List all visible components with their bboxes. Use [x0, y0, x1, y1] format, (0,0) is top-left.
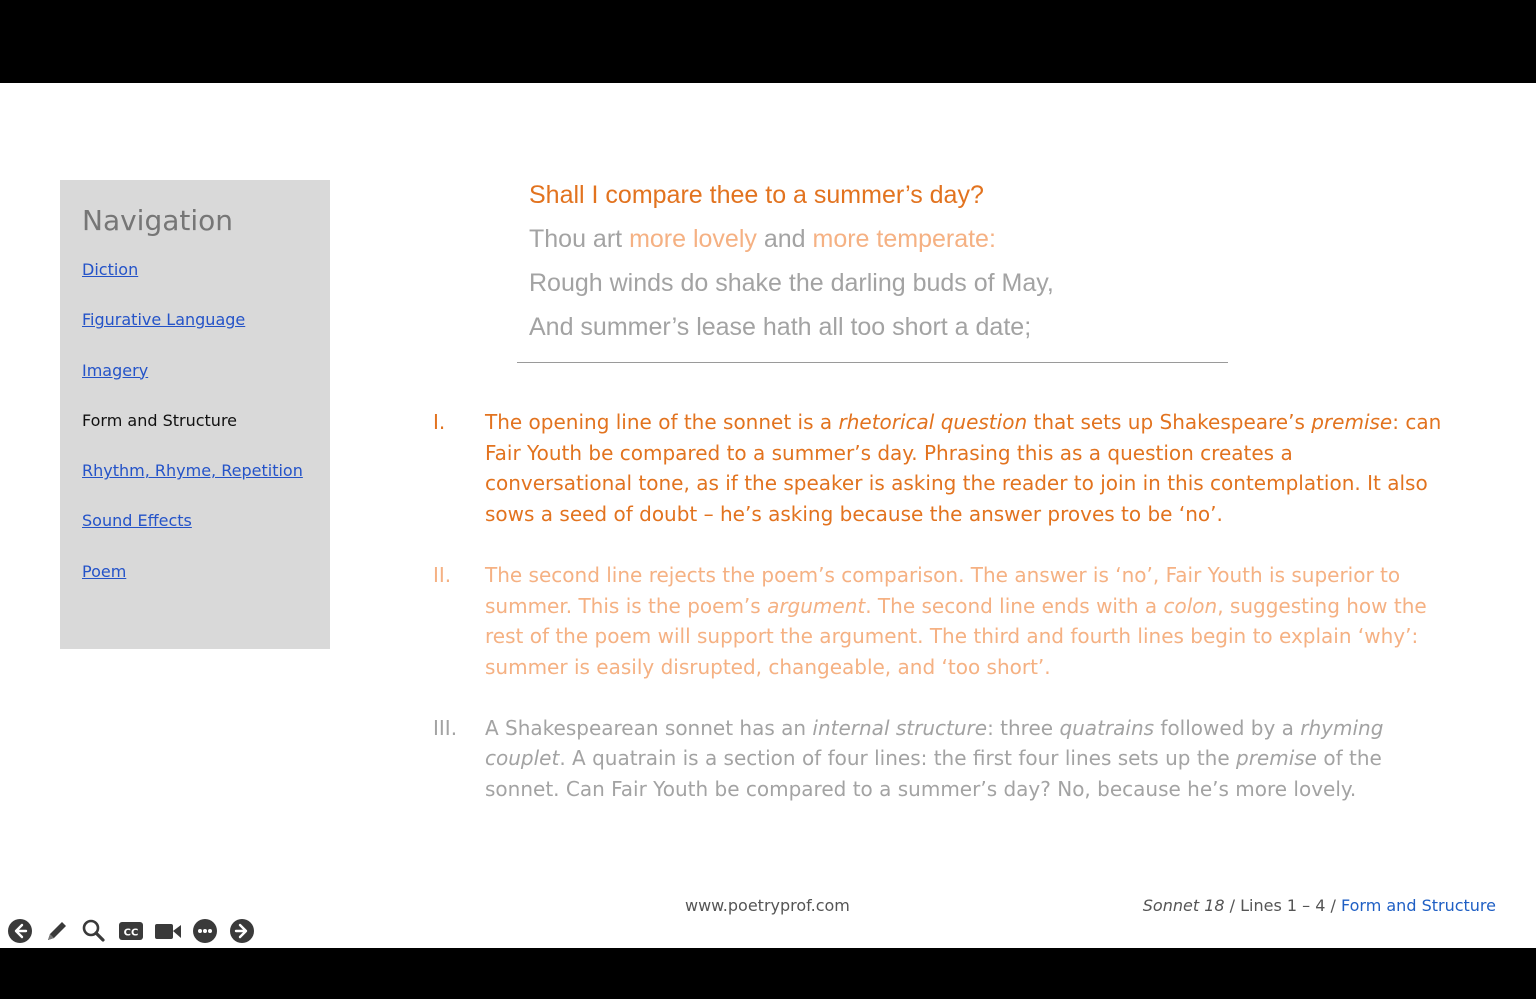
- analysis-point-2: [433, 560, 1443, 683]
- presentation-toolbar: [4, 916, 257, 946]
- analysis-list: [433, 407, 1443, 835]
- svg-text:CC: CC: [123, 927, 138, 939]
- nav-link-sound-effects[interactable]: Sound Effects: [82, 511, 192, 531]
- breadcrumb-lines: / Lines 1 – 4 /: [1224, 896, 1341, 915]
- breadcrumb-link-form-and-structure[interactable]: Form and Structure: [1340, 896, 1496, 915]
- nav-link-imagery[interactable]: Imagery: [82, 360, 149, 380]
- analysis-point-1: [433, 407, 1443, 530]
- forward-arrow-icon[interactable]: [226, 916, 257, 946]
- navigation-title: Navigation: [82, 204, 234, 237]
- point-3-emphasis: quatrains: [1059, 715, 1155, 740]
- nav-link-rhythm-rhyme-repetition[interactable]: Rhythm, Rhyme, Repetition: [82, 461, 303, 481]
- point-3-emphasis: rhyming couplet: [485, 715, 1384, 771]
- divider: [517, 362, 1228, 363]
- more-icon[interactable]: [189, 916, 220, 946]
- point-2-emphasis: colon: [1163, 593, 1218, 618]
- nav-link-figurative-language[interactable]: Figurative Language: [82, 310, 246, 330]
- poem-line-2-part-a: Thou art: [529, 225, 630, 253]
- magnifier-icon[interactable]: [78, 916, 109, 946]
- point-2-text: The second line rejects the poem’s comparison. The answer is ‘no’, Fair Youth is superior to summer. This is the poem’s: [485, 562, 1401, 618]
- poem-line-3: Rough winds do shake the darling buds of May,: [529, 269, 1054, 297]
- analysis-point-3: [433, 713, 1443, 805]
- slide: [0, 83, 1536, 948]
- pen-icon[interactable]: [41, 916, 72, 946]
- poem-line-2-part-c: and: [756, 225, 813, 253]
- nav-link-poem[interactable]: Poem: [82, 561, 127, 581]
- poem-line-4: And summer’s lease hath all too short a date;: [529, 313, 1032, 341]
- back-arrow-icon[interactable]: [4, 916, 35, 946]
- point-3-text: : three: [987, 715, 1060, 740]
- point-3-emphasis: internal structure: [812, 715, 988, 740]
- point-2-emphasis: argument: [767, 593, 866, 618]
- point-1-text: The opening line of the sonnet is a: [485, 410, 839, 434]
- numeral-1: I.: [433, 410, 446, 434]
- nav-link-diction[interactable]: Diction: [82, 260, 139, 279]
- point-1-emphasis: rhetorical question: [838, 410, 1028, 434]
- point-3-emphasis: premise: [1236, 746, 1317, 771]
- nav-item-form-and-structure: Form and Structure: [82, 410, 238, 430]
- footer-site-url: www.poetryprof.com: [685, 896, 850, 915]
- point-2-text: , suggesting how the rest of the poem will support the argument. The third and fourth lines begin to explain ‘why’: summer is easily disrupted, changeable, and ‘too short’.: [485, 593, 1427, 679]
- footer-breadcrumb: [1143, 896, 1496, 915]
- breadcrumb-title: Sonnet 18: [1142, 896, 1225, 915]
- point-3-text: followed by a: [1154, 715, 1301, 740]
- navigation-panel: [60, 180, 330, 649]
- poem-line-2-part-b: more lovely: [629, 225, 757, 253]
- numeral-2: II.: [433, 562, 452, 587]
- poem-line-2: [529, 217, 1054, 261]
- point-3-text: A Shakespearean sonnet has an: [485, 715, 813, 740]
- poem-line-2-part-d: more temperate:: [812, 225, 996, 253]
- point-1-text: : can Fair Youth be compared to a summer’s day. Phrasing this as a question creates a conversational tone, as if the speaker is asking the reader to join in this contemplation. It also sows a seed of doubt – he’s asking because the answer proves to be ‘no’.: [485, 410, 1442, 527]
- point-3-text: of the sonnet. Can Fair Youth be compared to a summer’s day? No, because he’s more lovely.: [485, 746, 1382, 802]
- numeral-3: III.: [433, 715, 458, 740]
- cc-icon[interactable]: [115, 916, 146, 946]
- point-3-text: . A quatrain is a section of four lines: the first four lines sets up the: [559, 746, 1236, 771]
- point-1-text: that sets up Shakespeare’s: [1027, 410, 1312, 434]
- poem-line-1: Shall I compare thee to a summer’s day?: [529, 181, 984, 209]
- point-2-text: . The second line ends with a: [865, 593, 1164, 618]
- video-camera-icon[interactable]: [152, 916, 183, 946]
- point-1-emphasis: premise: [1311, 410, 1393, 434]
- poem-excerpt: [529, 173, 1054, 349]
